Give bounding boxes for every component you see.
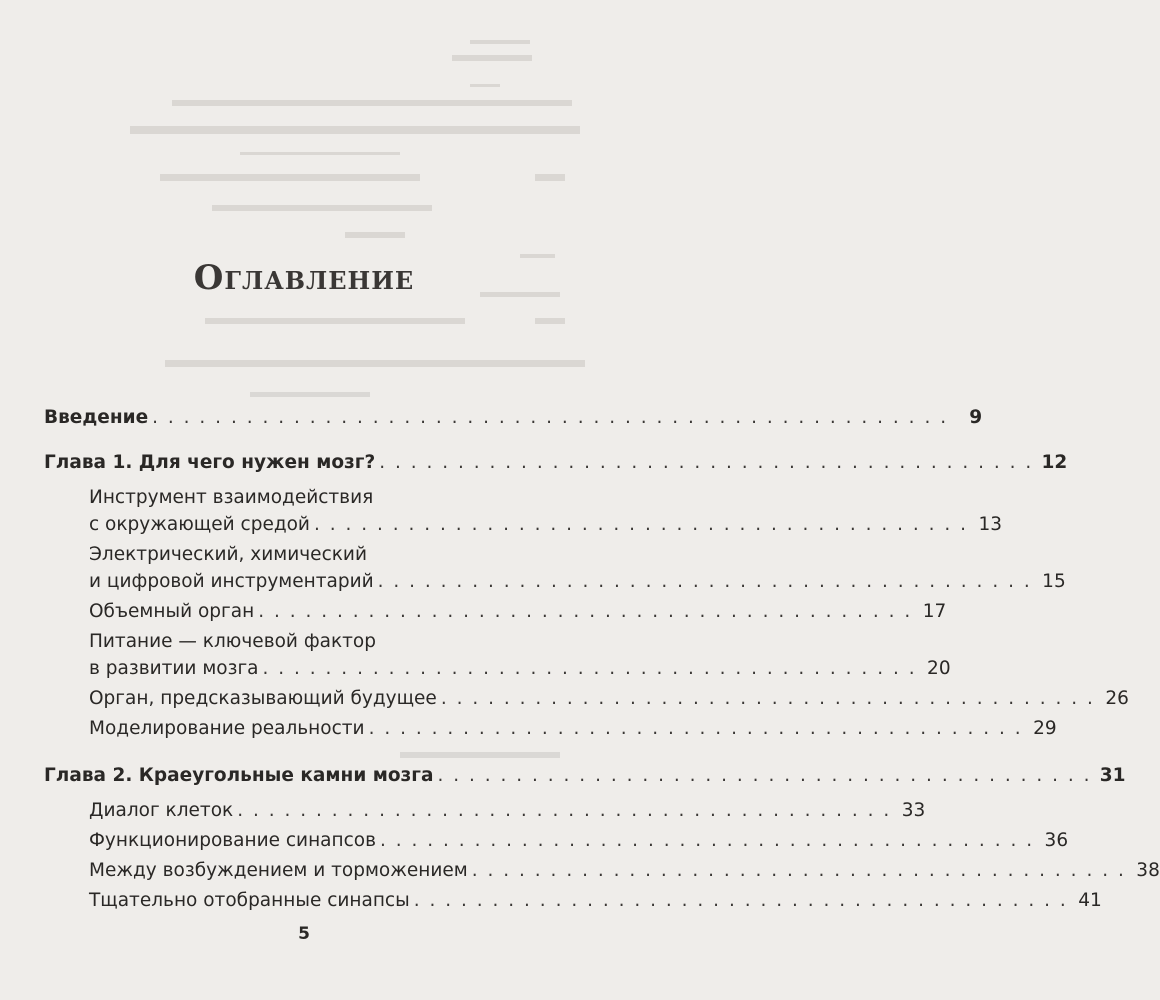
toc-page-number: 15	[1042, 571, 1066, 592]
dot-leader: . . . . . . . . . . . . . . . . . . . . . . . . . . . . . . . . . . . . . . . . . .	[440, 688, 1095, 709]
dot-leader: . . . . . . . . . . . . . . . . . . . . . . . . . . . . . . . . . . . . . . . . . .	[377, 571, 1032, 592]
toc-entry-title: и цифровой инструментарий	[89, 571, 374, 592]
toc-page-number: 31	[1099, 765, 1126, 786]
dot-leader: . . . . . . . . . . . . . . . . . . . . . . . . . . . . . . . . . . . . . . . . . .	[262, 658, 917, 679]
toc-entry-section[interactable]	[44, 827, 1069, 854]
toc-entry-section[interactable]	[44, 598, 947, 625]
dot-leader: . . . . . . . . . . . . . . . . . . . . . . . . . . . . . . . . . . . . . . . . . .	[237, 800, 892, 821]
toc-entry-section[interactable]	[44, 568, 1066, 595]
dot-leader: . . . . . . . . . . . . . . . . . . . . . . . . . . . . . . . . . . . . . . . . . .	[313, 514, 969, 535]
toc-entry-section[interactable]	[44, 511, 1003, 538]
toc-entry-title: с окружающей средой	[89, 514, 310, 535]
toc-entry-title: в развитии мозга	[89, 658, 259, 679]
table-of-contents	[44, 404, 1160, 914]
toc-page-number: 17	[922, 601, 947, 622]
toc-entry-section[interactable]	[44, 797, 926, 824]
toc-entry-chapter-1[interactable]	[44, 449, 1068, 476]
toc-page-number: 41	[1078, 890, 1102, 911]
toc-entry-section[interactable]	[44, 655, 951, 682]
dot-leader: . . . . . . . . . . . . . . . . . . . . . . . . . . . . . . . . . . . . . . . . . . . . . . . . . . .	[152, 407, 949, 428]
toc-entry-title: Диалог клеток	[89, 800, 234, 821]
dot-leader: . . . . . . . . . . . . . . . . . . . . . . . . . . . . . . . . . . . . . . . . . .	[471, 860, 1126, 881]
toc-page-number: 36	[1044, 830, 1069, 851]
toc-entry-title-line: Инструмент взаимодействия	[89, 487, 374, 508]
dot-leader: . . . . . . . . . . . . . . . . . . . . . . . . . . . . . . . . . . . . . . . . . .	[379, 452, 1034, 473]
dot-leader: . . . . . . . . . . . . . . . . . . . . . . . . . . . . . . . . . . . . . . . . . .	[437, 765, 1092, 786]
toc-page-number: 38	[1136, 860, 1160, 881]
dot-leader: . . . . . . . . . . . . . . . . . . . . . . . . . . . . . . . . . . . . . . . . . .	[258, 601, 913, 622]
toc-page-number: 29	[1033, 718, 1057, 739]
dot-leader: . . . . . . . . . . . . . . . . . . . . . . . . . . . . . . . . . . . . . . . . . .	[368, 718, 1023, 739]
toc-entry-title: Функционирование синапсов	[89, 830, 376, 851]
page-number: 5	[298, 924, 310, 944]
toc-entry-chapter-2[interactable]	[44, 762, 1126, 789]
toc-entry-title: Орган, предсказывающий будущее	[89, 688, 437, 709]
toc-entry-introduction[interactable]	[44, 404, 983, 431]
toc-entry-title-line: Электрический, химический	[89, 544, 367, 565]
toc-entry-section[interactable]	[44, 685, 1129, 712]
toc-page-number: 33	[901, 800, 926, 821]
toc-entry-title: Глава 1. Для чего нужен мозг?	[44, 452, 376, 473]
toc-page-number: 9	[969, 407, 983, 428]
page-title: Оглавление	[193, 258, 415, 298]
toc-page-number: 26	[1105, 688, 1129, 709]
toc-entry-title: Глава 2. Краеугольные камни мозга	[44, 765, 434, 786]
toc-entry-section[interactable]	[44, 857, 1160, 884]
toc-entry-section[interactable]	[44, 887, 1102, 914]
toc-page-number: 20	[927, 658, 951, 679]
toc-entry-title: Объемный орган	[89, 601, 255, 622]
toc-entry-title: Между возбуждением и торможением	[89, 860, 468, 881]
toc-entry-title: Введение	[44, 407, 149, 428]
toc-entry-section[interactable]	[44, 715, 1057, 742]
toc-entry-title: Моделирование реальности	[89, 718, 365, 739]
toc-entry-title-line: Питание — ключевой фактор	[89, 631, 376, 652]
toc-page-number: 12	[1041, 452, 1068, 473]
dot-leader: . . . . . . . . . . . . . . . . . . . . . . . . . . . . . . . . . . . . . . . . . .	[413, 890, 1068, 911]
toc-entry-title: Тщательно отобранные синапсы	[89, 890, 410, 911]
dot-leader: . . . . . . . . . . . . . . . . . . . . . . . . . . . . . . . . . . . . . . . . . .	[380, 830, 1035, 851]
toc-page-number: 13	[978, 514, 1003, 535]
